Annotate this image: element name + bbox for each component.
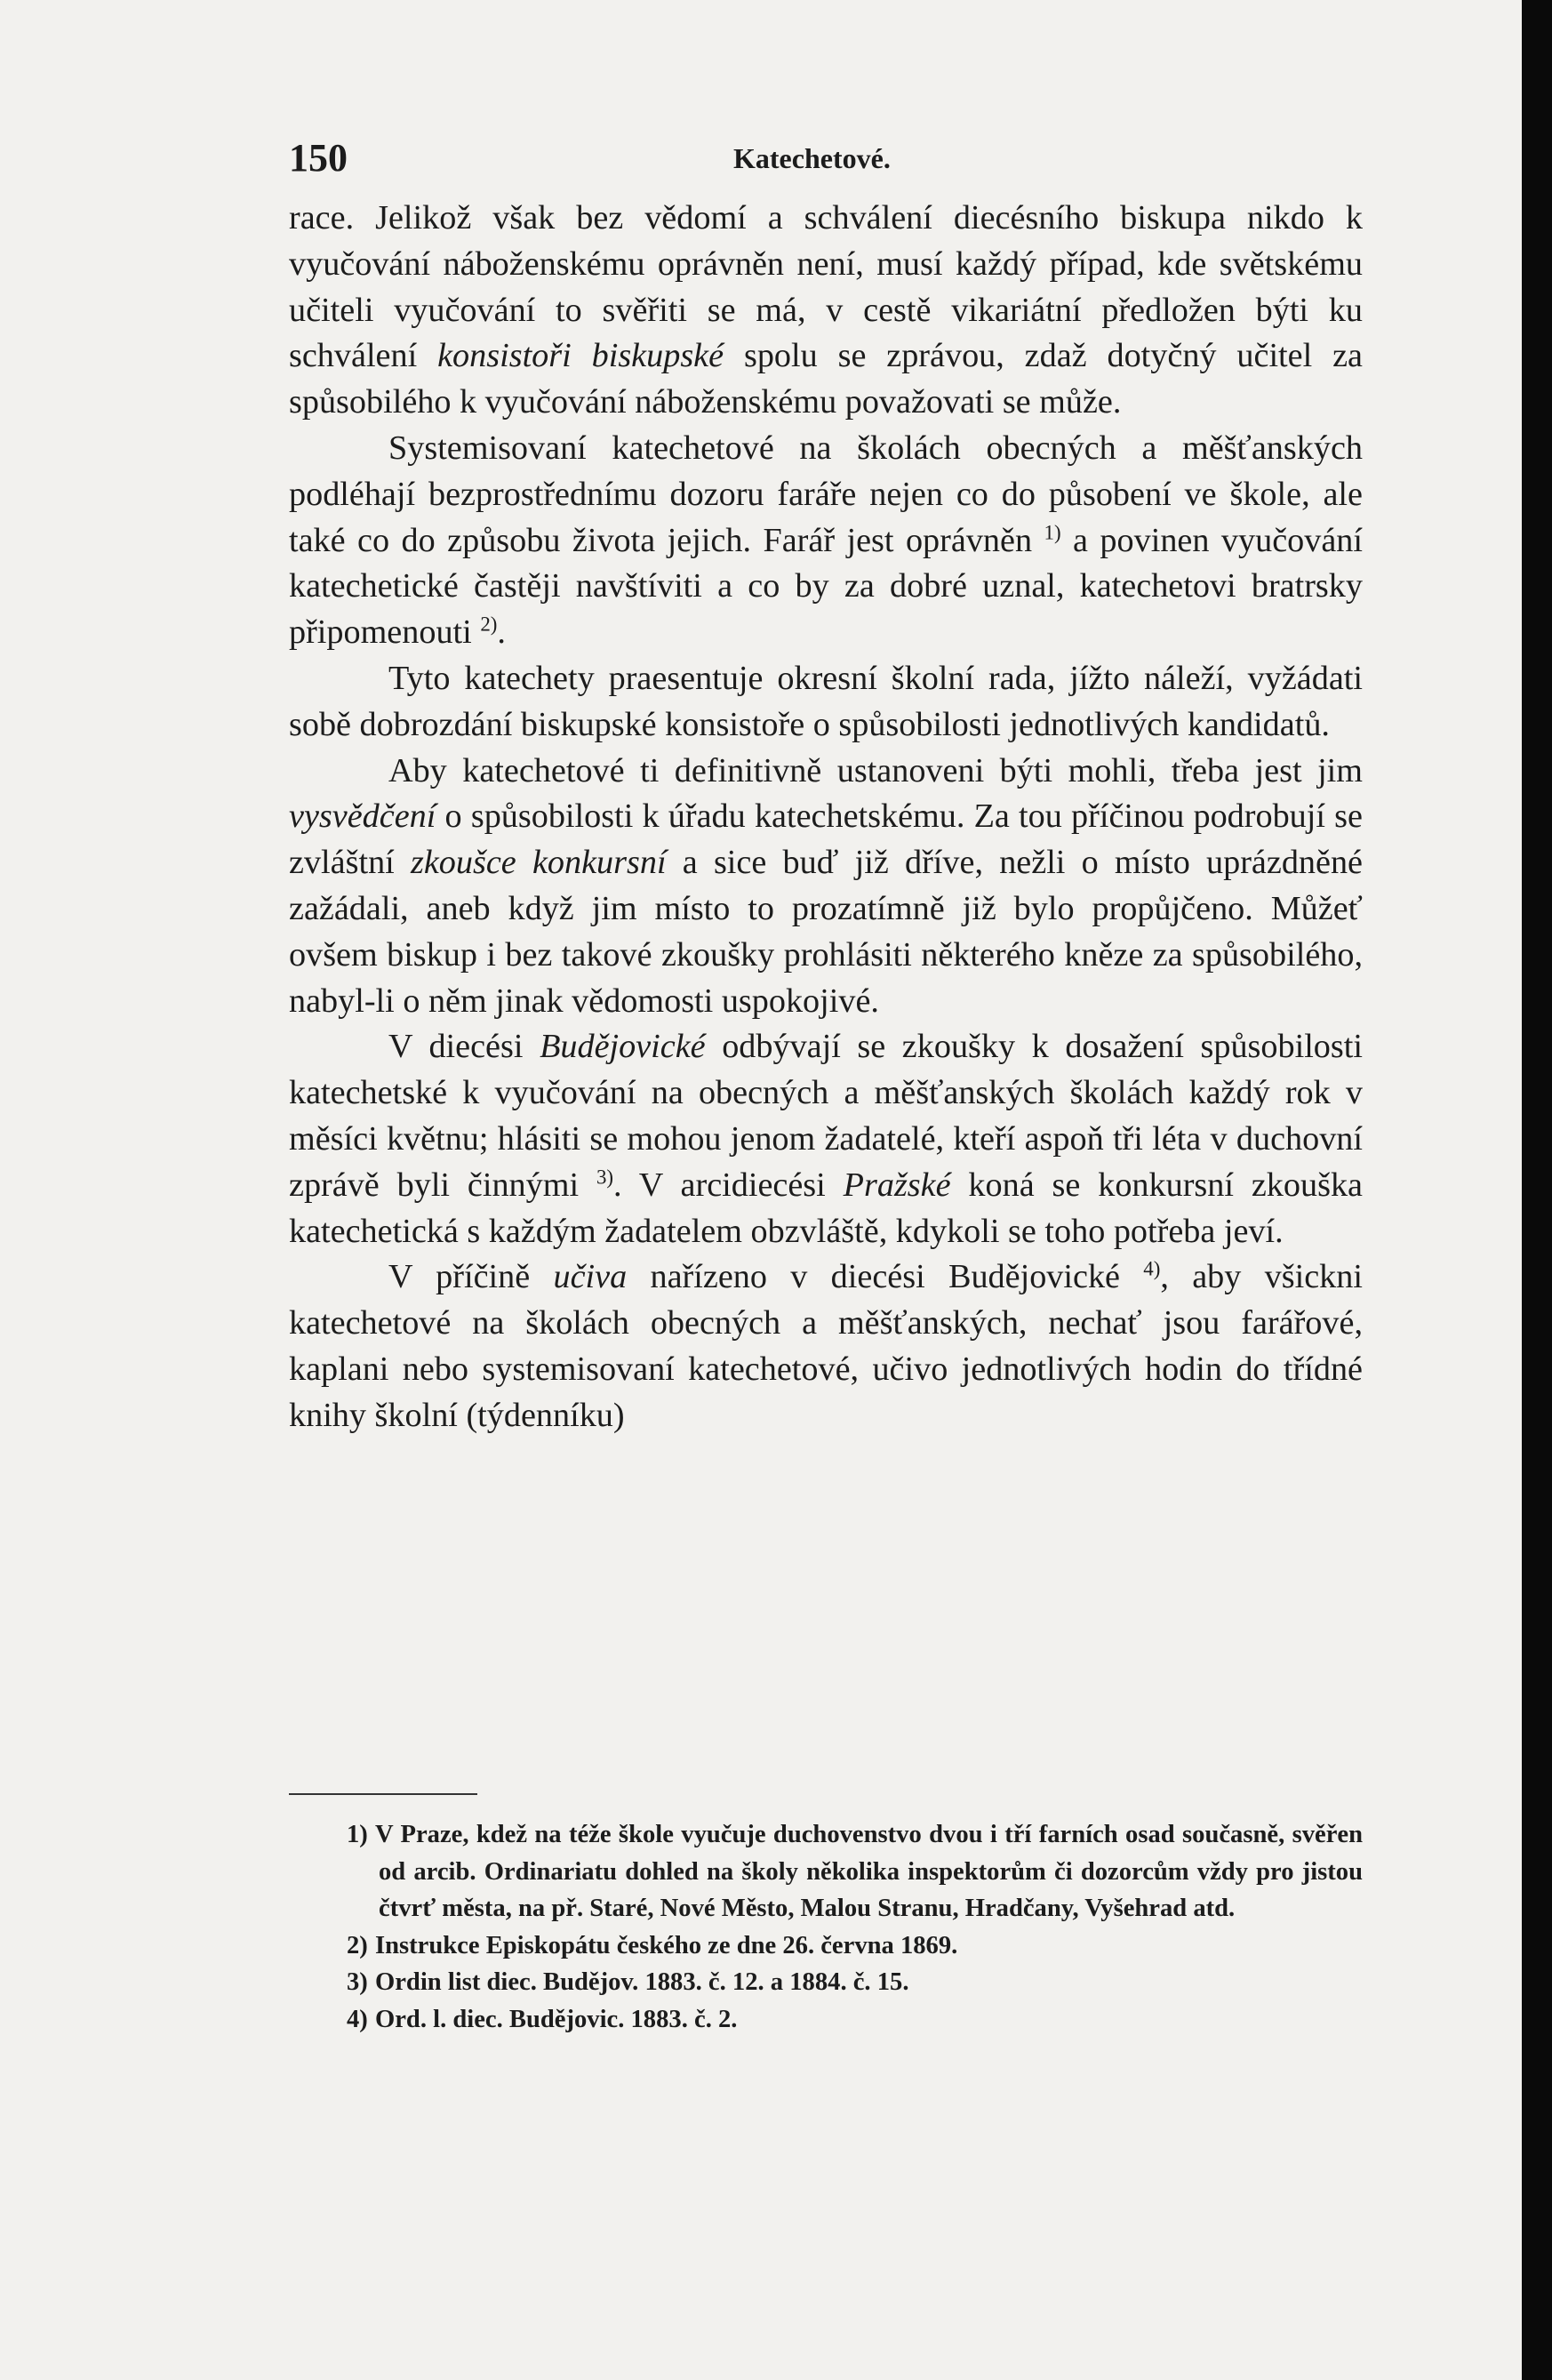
text-run: Tyto katechety praesentuje okresní školní rada, jížto náleží, vyžádati sobě dobrozdání biskupské konsistoře o spůsobilosti jednotlivých kandidatů. <box>289 659 1363 743</box>
footnote-text: Ord. l. diec. Budějovic. 1883. č. 2. <box>375 2005 738 2033</box>
emphasis-text: Pražské <box>843 1166 951 1204</box>
paragraph <box>289 1024 1363 1254</box>
text-run: koná se konkursní zkouška katechetická s každým žadatelem obzvláště, kdykoli se toho potřeba jeví. <box>289 1166 1363 1250</box>
text-run: V příčině <box>388 1258 554 1296</box>
text-run: . <box>497 613 506 652</box>
text-run: . V arcidiecési <box>613 1166 844 1204</box>
footnote-mark: 4) <box>347 2005 368 2033</box>
footnote-rule <box>289 1793 477 1795</box>
footnote-reference: 3) <box>596 1165 614 1188</box>
emphasis-text: konsistoři biskupské <box>437 337 724 375</box>
emphasis-text: učiva <box>553 1258 628 1296</box>
running-head: Katechetové. <box>733 142 891 174</box>
text-run: a sice buď již dříve, nežli o místo uprázdněné zažádali, aneb když jim místo to prozatímně již bylo propůjčeno. Můžeť ovšem biskup i bez takové zkoušky prohlásiti některého kněze za spůsobilého, nabyl-li o něm jinak vědomosti uspokojivé. <box>289 844 1363 1020</box>
text-run: nařízeno v diecési Budějovické <box>627 1258 1144 1296</box>
paragraph <box>289 1254 1363 1438</box>
body-text <box>289 196 1363 1439</box>
emphasis-text: Budějovické <box>540 1028 706 1066</box>
text-run: spolu se zprávou, zdaž dotyčný učitel za spůsobilého k vyučování náboženskému považovati se může. <box>289 337 1363 421</box>
page-number: 150 <box>289 136 348 180</box>
emphasis-text: vysvědčení <box>289 797 436 836</box>
footnote-text: V Praze, kdež na téže škole vyučuje duchovenstvo dvou i tří farních osad současně, svěřen od arcib. Ordinariatu dohled na školy několika inspektorům či dozorcům vždy pro jistou čtvrť města, na př. Staré, Nové Město, Malou Stranu, Hradčany, Vyšehrad atd. <box>375 1821 1363 1922</box>
footnote-reference: 2) <box>480 613 498 636</box>
emphasis-text: zkoušce konkursní <box>411 844 667 882</box>
footnote <box>347 1816 1363 1927</box>
text-run: Systemisovaní katechetové na školách obecných a měšťanských podléhají bezprostřednímu dozoru faráře nejen co do působení ve škole, ale také co do způsobu života jejich. Farář jest oprávněn <box>289 429 1363 559</box>
text-run: V diecési <box>388 1028 540 1066</box>
footnote-text: Instrukce Episkopátu českého ze dne 26. června 1869. <box>375 1931 958 1959</box>
paragraph <box>289 196 1363 426</box>
text-run: , aby všickni katechetové na školách obecných a měšťanských, nechať jsou farářové, kaplani nebo systemisovaní katechetové, učivo jednotlivých hodin do třídné knihy školní (týdenníku) <box>289 1258 1363 1434</box>
text-run: a povinen vyučování katechetické častěji navštíviti a co by za dobré uznal, katechetovi bratrsky připomenouti <box>289 521 1363 652</box>
book-spine-edge <box>1522 0 1552 2380</box>
paragraph <box>289 656 1363 749</box>
paragraph <box>289 426 1363 656</box>
footnotes <box>347 1816 1363 2038</box>
text-run: o spůsobilosti k úřadu katechetskému. Za tou příčinou podrobují se zvláštní <box>289 797 1363 882</box>
footnote-mark: 1) <box>347 1821 368 1848</box>
text-run: odbývají se zkoušky k dosažení spůsobilosti katechetské k vyučování na obecných a měšťanských školách každý rok v měsíci květnu; hlásiti se mohou jenom žadatelé, kteří aspoň tři léta v duchovní zprávě byli činnými <box>289 1028 1363 1204</box>
footnote <box>347 1964 1363 2001</box>
footnote-text: Ordin list diec. Budějov. 1883. č. 12. a 1884. č. 15. <box>375 1968 909 1996</box>
footnote <box>347 2001 1363 2039</box>
footnote-mark: 2) <box>347 1931 368 1959</box>
page-header <box>289 135 1369 180</box>
footnote-mark: 3) <box>347 1968 368 1996</box>
footnote-reference: 1) <box>1044 520 1061 543</box>
paragraph <box>289 749 1363 1025</box>
text-run: race. Jelikož však bez vědomí a schválení diecésního biskupa nikdo k vyučování náboženskému oprávněn není, musí každý případ, kde světskému učiteli vyučování to svěřiti se má, v cestě vikariátní předložen býti ku schválení <box>289 199 1363 375</box>
text-run: Aby katechetové ti definitivně ustanoveni býti mohli, třeba jest jim <box>388 751 1363 789</box>
footnote-reference: 4) <box>1143 1257 1161 1280</box>
footnote <box>347 1927 1363 1965</box>
